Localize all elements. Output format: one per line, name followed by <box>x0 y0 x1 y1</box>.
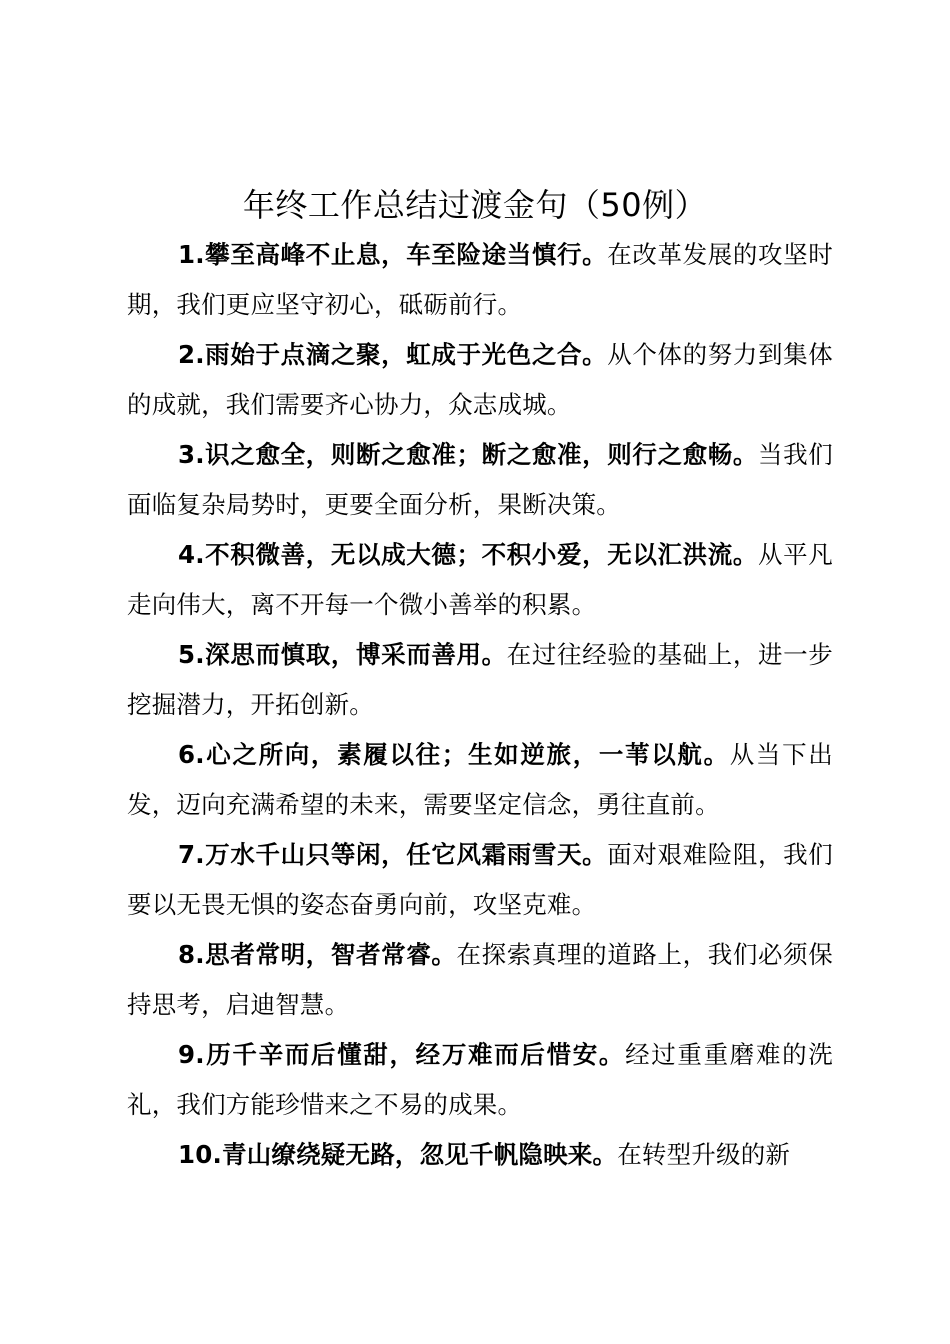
quote-text: 8.思者常明，智者常睿。 <box>178 940 457 969</box>
document-title: 年终工作总结过渡金句（50例） <box>242 186 708 224</box>
paragraph-10 <box>127 1130 833 1180</box>
document-body <box>127 230 833 1180</box>
paragraph-8 <box>127 930 833 1030</box>
explanation-text: 在转型升级的新 <box>617 1140 791 1169</box>
quote-text: 9.历千辛而后懂甜，经万难而后惜安。 <box>178 1040 626 1069</box>
paragraph-6 <box>127 730 833 830</box>
explanation-text: 在改革发展的攻坚时期，我们更应坚守初心，砥砺前行。 <box>127 240 833 319</box>
explanation-text: 从个体的努力到集体的成就，我们需要齐心协力，众志成城。 <box>127 340 833 419</box>
quote-text: 10.青山缭绕疑无路，忽见千帆隐映来。 <box>178 1140 618 1169</box>
quote-text: 2.雨始于点滴之聚，虹成于光色之合。 <box>178 340 608 369</box>
paragraph-1 <box>127 230 833 330</box>
explanation-text: 面对艰难险阻，我们要以无畏无惧的姿态奋勇向前，攻坚克难。 <box>127 840 833 919</box>
quote-text: 3.识之愈全，则断之愈准；断之愈准，则行之愈畅。 <box>178 440 759 469</box>
explanation-text: 在过往经验的基础上，进一步挖掘潜力，开拓创新。 <box>127 640 834 719</box>
explanation-text: 从平凡走向伟大，离不开每一个微小善举的积累。 <box>127 540 833 619</box>
quote-text: 1.攀至高峰不止息，车至险途当慎行。 <box>178 240 608 269</box>
explanation-text: 从当下出发，迈向充满希望的未来，需要坚定信念，勇往直前。 <box>127 740 833 819</box>
quote-text: 6.心之所向，素履以往；生如逆旅，一苇以航。 <box>178 740 730 769</box>
quote-text: 4.不积微善，无以成大德；不积小爱，无以汇洪流。 <box>178 540 759 569</box>
explanation-text: 当我们面临复杂局势时，更要全面分析，果断决策。 <box>127 440 833 519</box>
explanation-text: 在探索真理的道路上，我们必须保持思考，启迪智慧。 <box>127 940 833 1019</box>
paragraph-4 <box>127 530 833 630</box>
explanation-text: 经过重重磨难的洗礼，我们方能珍惜来之不易的成果。 <box>127 1040 833 1119</box>
paragraph-9 <box>127 1030 833 1130</box>
paragraph-3 <box>127 430 833 530</box>
quote-text: 7.万水千山只等闲，任它风霜雨雪天。 <box>178 840 608 869</box>
paragraph-2 <box>127 330 833 430</box>
quote-text: 5.深思而慎取，博采而善用。 <box>178 640 507 669</box>
paragraph-5 <box>127 630 833 730</box>
paragraph-7 <box>127 830 833 930</box>
